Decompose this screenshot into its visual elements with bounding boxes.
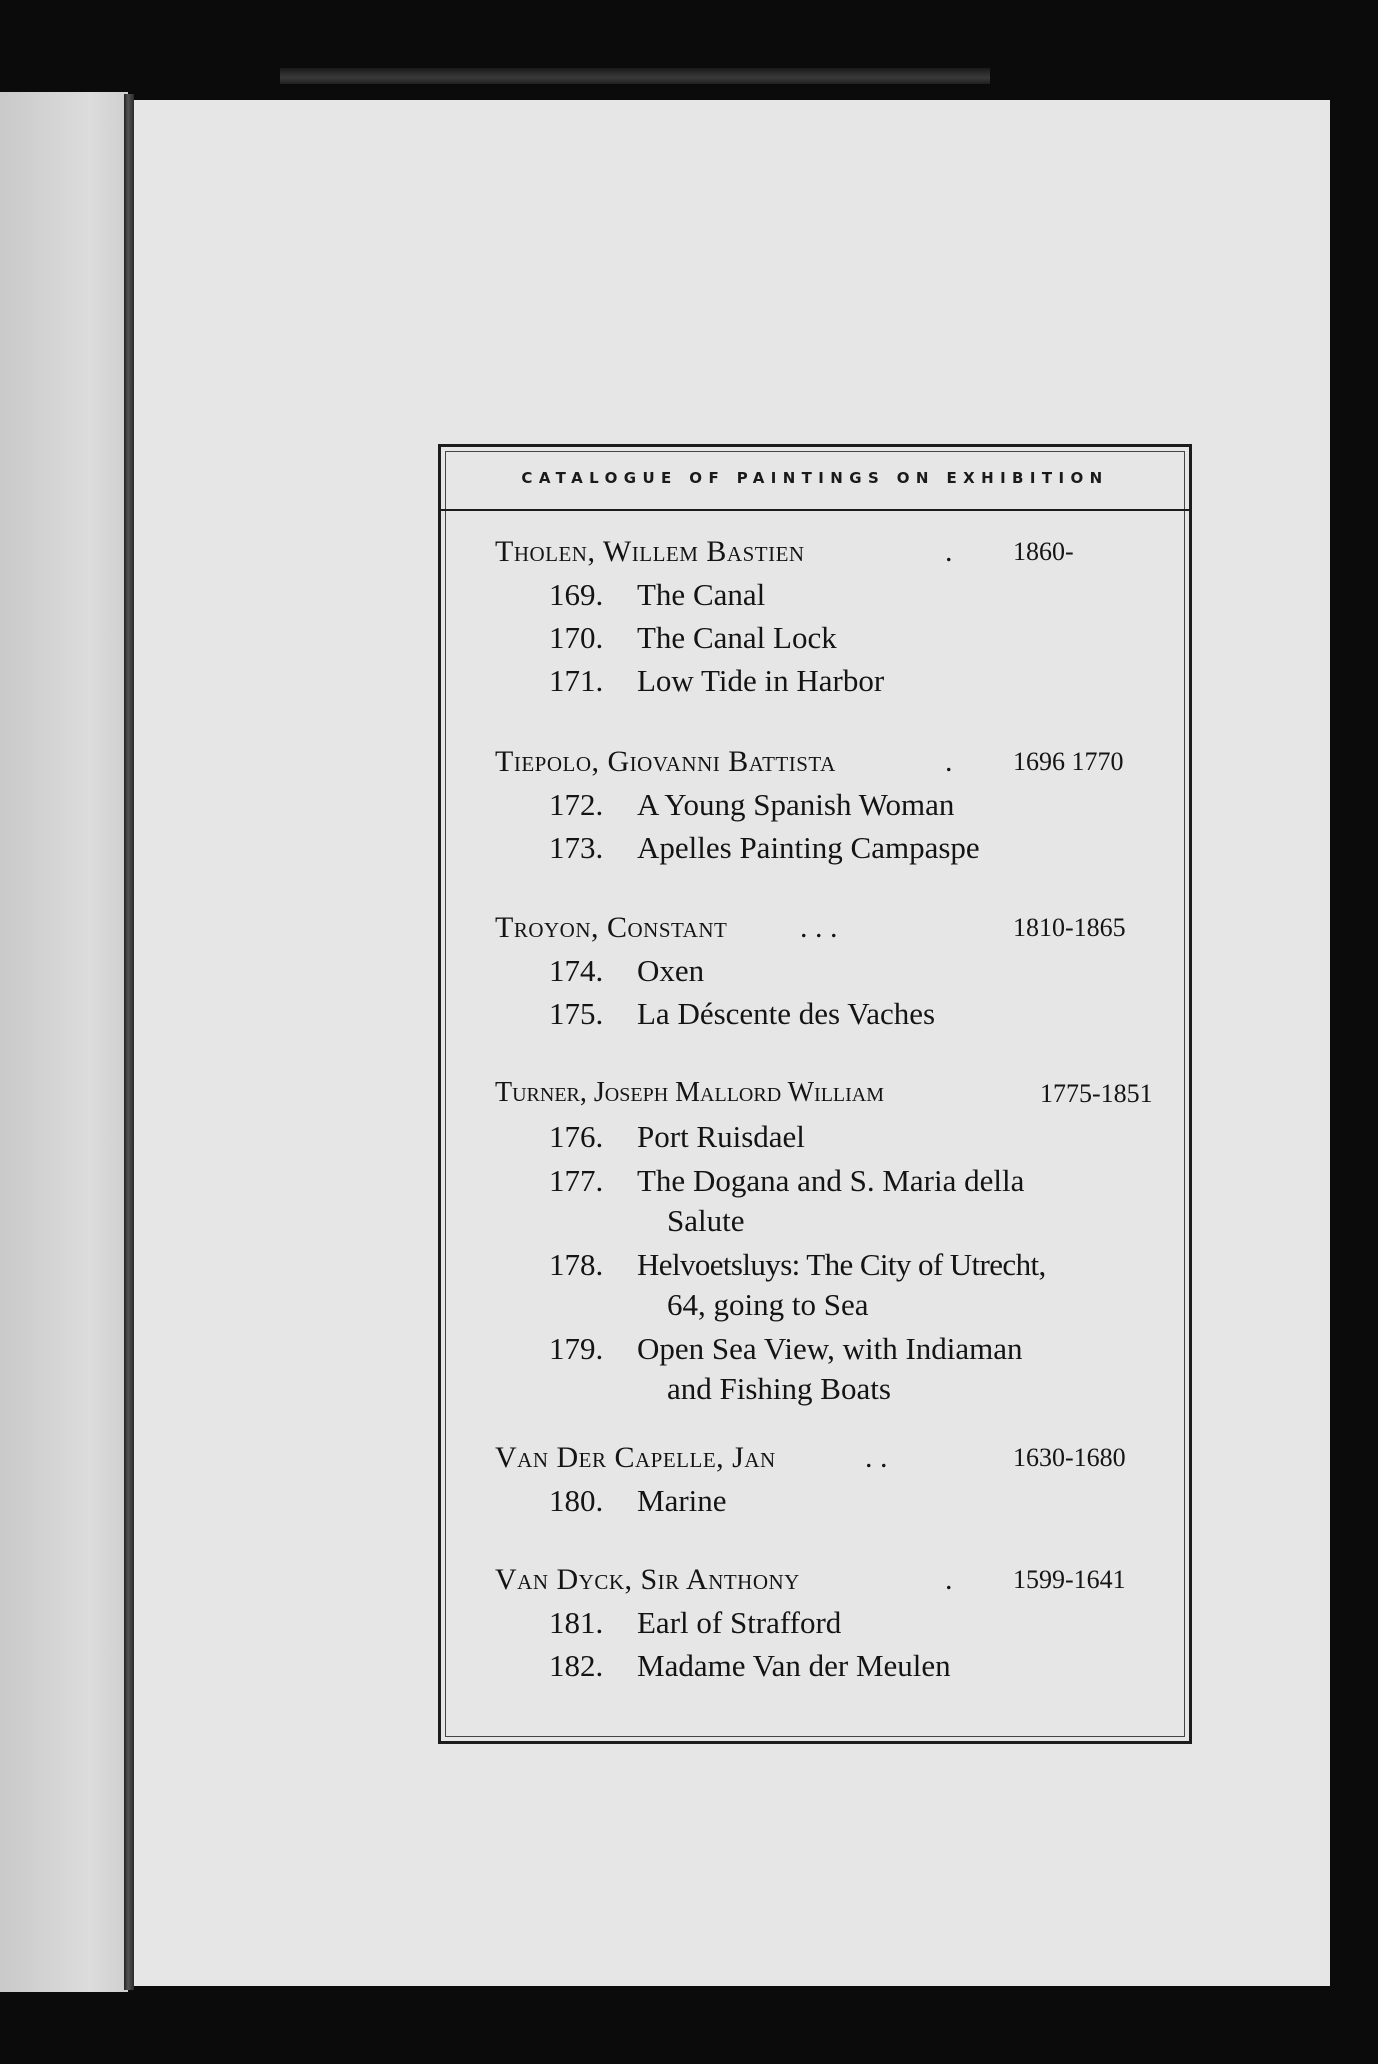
artist-entry	[495, 911, 1155, 955]
catalogue-header	[441, 447, 1189, 511]
work-title: Madame Van der Meulen	[637, 1648, 951, 1683]
artist-name: Van Der Capelle, Jan	[495, 1441, 776, 1474]
work-number: 175.	[549, 996, 604, 1031]
work-number: 180.	[549, 1483, 604, 1518]
work-title-continued: and Fishing Boats	[667, 1371, 891, 1406]
work-title: La Déscente des Vaches	[637, 996, 936, 1031]
book-spine	[124, 94, 134, 1990]
work-title: A Young Spanish Woman	[637, 787, 955, 822]
catalogue-page	[134, 100, 1330, 1986]
work-number: 178.	[549, 1247, 604, 1282]
work-number: 179.	[549, 1331, 604, 1366]
top-page-edge	[280, 68, 990, 84]
work-title: The Canal	[637, 577, 766, 612]
work-title: Oxen	[637, 953, 705, 988]
work-number: 181.	[549, 1605, 604, 1640]
catalogue-title: CATALOGUE OF PAINTINGS ON EXHIBITION	[521, 469, 1109, 487]
work-title-continued: Salute	[667, 1203, 745, 1238]
work-title: Low Tide in Harbor	[637, 663, 885, 698]
artist-dates: 1630-1680	[1013, 1443, 1126, 1472]
leader-dots: . .	[865, 1441, 888, 1474]
leader-dots: .	[945, 745, 953, 778]
work-title: The Canal Lock	[637, 620, 837, 655]
work-number: 169.	[549, 577, 604, 612]
work-title: Port Ruisdael	[637, 1119, 805, 1154]
catalogue-frame	[438, 444, 1192, 1744]
work-title: Earl of Strafford	[637, 1605, 842, 1640]
artist-name: Van Dyck, Sir Anthony	[495, 1563, 800, 1596]
work-title: Apelles Painting Campaspe	[637, 830, 980, 865]
work-number: 176.	[549, 1119, 604, 1154]
left-facing-page	[0, 92, 128, 1992]
artist-entry	[495, 535, 1155, 579]
artist-dates: 1810-1865	[1013, 913, 1126, 942]
work-number: 174.	[549, 953, 604, 988]
artist-name: Tiepolo, Giovanni Battista	[495, 745, 836, 778]
artist-entry	[495, 1077, 1155, 1121]
work-number: 172.	[549, 787, 604, 822]
artist-dates: 1696 1770	[1013, 747, 1124, 776]
artist-name: Turner, Joseph Mallord William	[495, 1077, 885, 1108]
work-number: 170.	[549, 620, 604, 655]
artist-entry	[495, 1441, 1155, 1485]
work-number: 173.	[549, 830, 604, 865]
work-title: The Dogana and S. Maria della	[637, 1163, 1025, 1198]
leader-dots: .	[945, 535, 953, 568]
catalogue-entries	[441, 509, 1189, 1741]
artist-name: Tholen, Willem Bastien	[495, 535, 805, 568]
artist-dates: 1599-1641	[1013, 1565, 1126, 1594]
work-number: 177.	[549, 1163, 604, 1198]
work-title-continued: 64, going to Sea	[667, 1287, 869, 1322]
artist-dates: 1775-1851	[1040, 1079, 1153, 1108]
artist-dates: 1860-	[1013, 537, 1074, 566]
work-title: Marine	[637, 1483, 727, 1518]
artist-entry	[495, 1563, 1155, 1607]
work-number: 182.	[549, 1648, 604, 1683]
leader-dots: . . .	[800, 911, 838, 944]
artist-entry	[495, 745, 1155, 789]
leader-dots: .	[945, 1563, 953, 1596]
work-title: Open Sea View, with Indiaman	[637, 1331, 1023, 1366]
work-title: Helvoetsluys: The City of Utrecht,	[637, 1247, 1046, 1282]
artist-name: Troyon, Constant	[495, 911, 728, 944]
work-number: 171.	[549, 663, 604, 698]
